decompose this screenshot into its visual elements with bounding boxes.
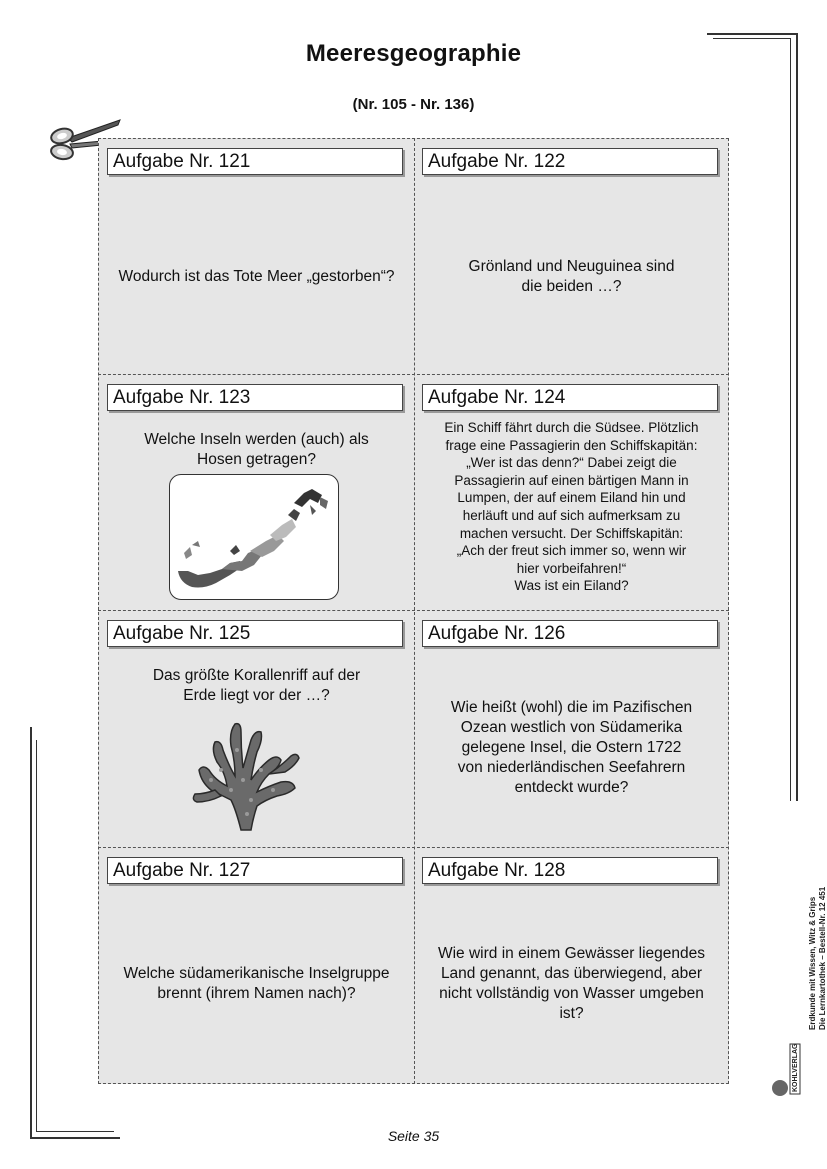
frame-line xyxy=(790,38,791,801)
question-line: Was ist ein Eiland? xyxy=(514,578,629,594)
card-question: Wodurch ist das Tote Meer „gestorben“? xyxy=(118,268,395,285)
question-line: Hosen getragen? xyxy=(197,451,316,468)
card-124 xyxy=(414,374,729,610)
page-subtitle: (Nr. 105 - Nr. 136) xyxy=(352,96,475,113)
frame-line xyxy=(796,33,798,801)
card-128 xyxy=(414,847,729,1083)
question-line: Ozean westlich von Südamerika xyxy=(460,719,683,736)
question-line: ist? xyxy=(559,1005,584,1022)
card-127 xyxy=(99,847,414,1083)
frame-line xyxy=(713,38,791,39)
card-121 xyxy=(99,138,414,374)
question-line: brennt (ihrem Namen nach)? xyxy=(157,985,356,1002)
page-title: Meeresgeographie xyxy=(305,40,522,67)
page-number: Seite 35 xyxy=(387,1128,440,1144)
frame-line xyxy=(30,727,32,1138)
card-header: Aufgabe Nr. 127 xyxy=(107,857,403,884)
card-header: Aufgabe Nr. 124 xyxy=(422,384,718,411)
card-question xyxy=(109,430,404,470)
card-question xyxy=(109,964,404,1004)
card-question xyxy=(424,257,719,297)
bermuda-map-image xyxy=(169,474,339,600)
question-line: Lumpen, der auf einem Eiland hin und xyxy=(457,490,686,506)
question-line: „Ach der freut sich immer so, wenn wir xyxy=(456,543,687,559)
question-line: herläuft und auf sich aufmerksam zu xyxy=(462,507,681,523)
question-line: Land genannt, das überwiegend, aber xyxy=(440,965,703,982)
question-line: hier vorbeifahren!“ xyxy=(516,560,627,576)
question-line: von niederländischen Seefahrern xyxy=(457,759,686,776)
question-line: frage eine Passagierin den Schiffskapitän: xyxy=(445,437,698,453)
question-line: die beiden …? xyxy=(521,278,622,295)
card-question xyxy=(424,698,719,798)
coral-image xyxy=(181,710,321,834)
question-line: nicht vollständig von Wasser umgeben xyxy=(439,985,704,1002)
card-123 xyxy=(99,374,414,610)
frame-line xyxy=(707,33,797,35)
card-header: Aufgabe Nr. 126 xyxy=(422,620,718,647)
card-header: Aufgabe Nr. 125 xyxy=(107,620,403,647)
side-note-line: Erdkunde mit Wissen, Witz & Grips xyxy=(808,896,817,1030)
question-line: Wie wird in einem Gewässer liegendes xyxy=(437,945,706,962)
card-122 xyxy=(414,138,729,374)
question-line: entdeckt wurde? xyxy=(514,779,629,796)
question-line: gelegene Insel, die Ostern 1722 xyxy=(461,739,682,756)
card-126 xyxy=(414,610,729,846)
question-line: Ein Schiff fährt durch die Südsee. Plötzlich xyxy=(444,420,699,435)
card-question xyxy=(109,666,404,706)
card-question xyxy=(422,419,721,595)
question-line: Erde liegt vor der …? xyxy=(183,687,330,704)
card-header: Aufgabe Nr. 121 xyxy=(107,148,403,175)
side-note xyxy=(808,790,827,1030)
question-line: Grönland und Neuguinea sind xyxy=(468,258,675,275)
frame-line xyxy=(36,740,37,1132)
question-line: Welche südamerikanische Inselgruppe xyxy=(123,965,390,982)
question-line: Welche Inseln werden (auch) als xyxy=(144,431,369,448)
question-line: „Wer ist das denn?“ Dabei zeigt die xyxy=(466,455,677,471)
card-question xyxy=(424,944,719,1024)
card-125 xyxy=(99,610,414,846)
question-line: Passagierin auf einen bärtigen Mann in xyxy=(454,472,689,488)
card-header: Aufgabe Nr. 128 xyxy=(422,857,718,884)
kohl-verlag-logo xyxy=(770,1040,804,1098)
card-header: Aufgabe Nr. 123 xyxy=(107,384,403,411)
question-line: machen versucht. Der Schiffskapitän: xyxy=(459,525,684,541)
publisher-name: KOHLVERLAG xyxy=(792,1043,799,1092)
card-header: Aufgabe Nr. 122 xyxy=(422,148,718,175)
question-line: Wie heißt (wohl) die im Pazifischen xyxy=(450,699,693,716)
question-line: Das größte Korallenriff auf der xyxy=(152,667,361,684)
side-note-line: Die Lernkartothek – Bestell-Nr. 12 451 xyxy=(818,886,827,1030)
